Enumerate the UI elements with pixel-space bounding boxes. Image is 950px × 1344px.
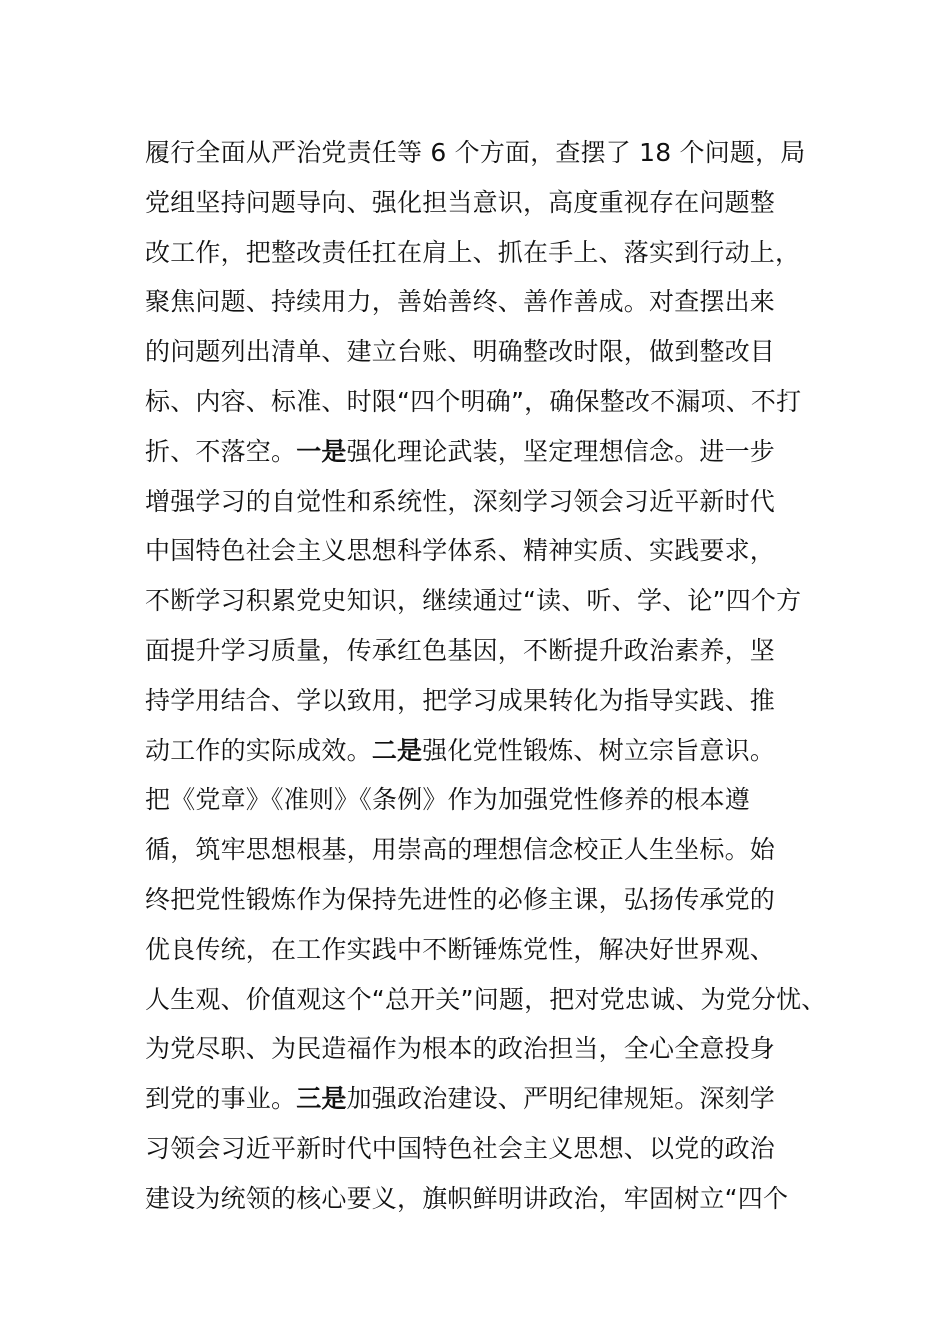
- text-segment: 优良传统，在工作实践中不断锤炼党性，解决好世界观、: [145, 934, 776, 964]
- point-marker: 一是: [296, 436, 347, 466]
- text-line: [145, 1074, 825, 1124]
- text-segment: 强化党性锻炼、树立宗旨意识。: [422, 735, 776, 765]
- text-segment: 折、不落空。: [145, 436, 297, 466]
- text-line: [145, 1174, 825, 1224]
- point-marker: 二是: [371, 735, 423, 765]
- text-line: [145, 128, 825, 178]
- text-segment: 持学用结合、学以致用，把学习成果转化为指导实践、推: [145, 685, 776, 715]
- text-line: [145, 875, 825, 925]
- text-segment: 党组坚持问题导向、强化担当意识，高度重视存在问题整: [145, 187, 776, 217]
- text-segment: 人生观、价值观这个“总开关”问题，把对党忠诚、为党分忧、: [145, 984, 827, 1014]
- text-segment: 聚焦问题、持续用力，善始善终、善作善成。对查摆出来: [145, 287, 776, 317]
- text-line: [145, 327, 825, 377]
- body-text: [145, 128, 825, 1224]
- text-segment: 习领会习近平新时代中国特色社会主义思想、以党的政治: [145, 1133, 776, 1163]
- text-line: [145, 427, 825, 477]
- text-segment: 强化理论武装，坚定理想信念。进一步: [346, 436, 776, 466]
- point-marker: 三是: [296, 1084, 347, 1114]
- text-line: [145, 676, 825, 726]
- text-segment: 加强政治建设、严明纪律规矩。深刻学: [346, 1084, 776, 1114]
- text-line: [145, 825, 825, 875]
- text-line: [145, 975, 825, 1025]
- text-line: [145, 526, 825, 576]
- text-segment: 建设为统领的核心要义，旗帜鲜明讲政治，牢固树立“四个: [145, 1183, 789, 1213]
- text-line: [145, 228, 825, 278]
- text-line: [145, 477, 825, 527]
- text-segment: 标、内容、标准、时限“四个明确”，确保整改不漏项、不打: [145, 386, 802, 416]
- text-segment: 把《党章》《准则》《条例》作为加强党性修养的根本遵: [145, 785, 751, 815]
- text-segment: 到党的事业。: [145, 1084, 297, 1114]
- text-segment: 面提升学习质量，传承红色基因，不断提升政治素养，坚: [145, 635, 776, 665]
- text-line: [145, 626, 825, 676]
- text-segment: 改工作，把整改责任扛在肩上、抓在手上、落实到行动上，: [145, 237, 801, 267]
- text-segment: 的问题列出清单、建立台账、明确整改时限，做到整改目: [145, 337, 776, 367]
- text-segment: 履行全面从严治党责任等 6 个方面，查摆了 18 个问题，局: [145, 138, 806, 167]
- text-line: [145, 775, 825, 825]
- text-segment: 增强学习的自觉性和系统性，深刻学习领会习近平新时代: [145, 486, 776, 516]
- text-segment: 为党尽职、为民造福作为根本的政治担当，全心全意投身: [145, 1034, 776, 1064]
- text-line: [145, 576, 825, 626]
- text-segment: 循，筑牢思想根基，用崇高的理想信念校正人生坐标。始: [145, 835, 776, 865]
- text-segment: 终把党性锻炼作为保持先进性的必修主课，弘扬传承党的: [145, 884, 776, 914]
- text-line: [145, 1024, 825, 1074]
- text-line: [145, 726, 825, 776]
- text-line: [145, 178, 825, 228]
- text-line: [145, 277, 825, 327]
- text-line: [145, 925, 825, 975]
- text-segment: 不断学习积累党史知识，继续通过“读、听、学、论”四个方: [145, 586, 802, 616]
- text-line: [145, 377, 825, 427]
- text-line: [145, 1124, 825, 1174]
- text-segment: 动工作的实际成效。: [145, 735, 372, 765]
- text-segment: 中国特色社会主义思想科学体系、精神实质、实践要求，: [145, 536, 776, 566]
